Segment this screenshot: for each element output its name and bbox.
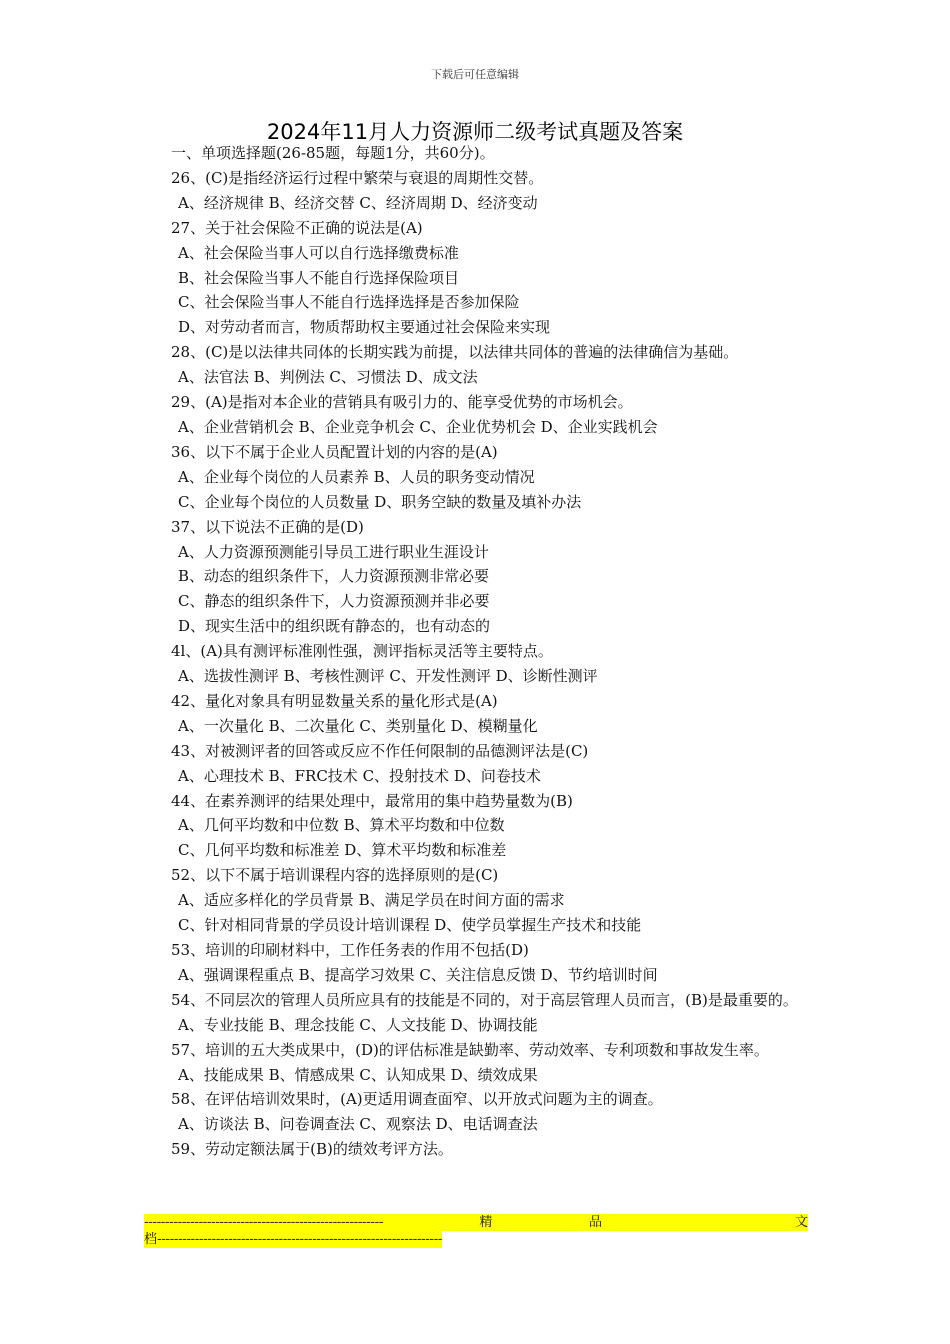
question-text: 36、以下不属于企业人员配置计划的内容的是(A) [171,442,498,461]
question-text: 43、对被测评者的回答或反应不作任何限制的品德测评法是(C) [171,741,589,760]
answer-options: C、社会保险当事人不能自行选择选择是否参加保险 [178,293,520,312]
footer-char: 品 [588,1215,602,1230]
answer-options: A、访谈法 B、问卷调查法 C、观察法 D、电话调查法 [178,1115,538,1134]
answer-options: A、适应多样化的学员背景 B、满足学员在时间方面的需求 [178,891,565,910]
question-text: 59、劳动定额法属于(B)的绩效考评方法。 [171,1140,453,1159]
footer-char: 精 [479,1215,493,1230]
page-footer [144,1214,808,1253]
question-text: 57、培训的五大类成果中，(D)的评估标准是缺勤率、劳动效率、专利项数和事故发生率。 [171,1040,769,1059]
answer-options: A、几何平均数和中位数 B、算术平均数和中位数 [178,816,505,835]
answer-options: C、企业每个岗位的人员数量 D、职务空缺的数量及填补办法 [178,492,582,511]
answer-options: D、对劳动者而言，物质帮助权主要通过社会保险来实现 [178,318,551,337]
question-text: 29、(A)是指对本企业的营销具有吸引力的、能享受优势的市场机会。 [171,393,633,412]
question-text: 52、以下不属于培训课程内容的选择原则的是(C) [171,866,499,885]
question-text: 53、培训的印刷材料中，工作任务表的作用不包括(D) [171,941,529,959]
footer-char: 档 [144,1232,158,1247]
page-header: 下载后可任意编辑 [431,68,519,81]
answer-options: A、技能成果 B、情感成果 C、认知成果 D、绩效成果 [178,1065,538,1084]
document-body [144,141,808,1162]
question-text: 一、单项选择题(26-85题，每题1分，共60分)。 [171,144,495,162]
question-text: 44、在素养测评的结果处理中，最常用的集中趋势量数为(B) [171,791,573,810]
answer-options: A、企业营销机会 B、企业竞争机会 C、企业优势机会 D、企业实践机会 [178,417,658,436]
footer-char: 文 [794,1215,808,1230]
answer-options: B、社会保险当事人不能自行选择保险项目 [178,268,460,287]
answer-options: B、动态的组织条件下，人力资源预测非常必要 [178,567,490,586]
question-text: 27、关于社会保险不正确的说法是(A) [171,218,423,237]
answer-options: A、社会保险当事人可以自行选择缴费标准 [178,243,459,262]
footer-banner [144,1214,808,1231]
question-text: 4l、(A)具有测评标准刚性强，测评指标灵活等主要特点。 [171,642,553,661]
answer-options: A、企业每个岗位的人员素养 B、人员的职务变动情况 [178,467,535,486]
footer-dashes: -------------------------------------------------------------------- [157,1232,442,1247]
answer-options: D、现实生活中的组织既有静态的，也有动态的 [178,617,491,636]
answer-options: A、经济规律 B、经济交替 C、经济周期 D、经济变动 [178,193,538,212]
question-text: 42、量化对象具有明显数量关系的量化形式是(A) [171,691,498,710]
question-text: 28、(C)是以法律共同体的长期实践为前提，以法律共同体的普遍的法律确信为基础。 [171,343,739,362]
question-text: 58、在评估培训效果时，(A)更适用调查面窄、以开放式问题为主的调查。 [171,1090,663,1109]
answer-options: A、强调课程重点 B、提高学习效果 C、关注信息反馈 D、节约培训时间 [178,965,658,984]
question-text: 37、以下说法不正确的是(D) [171,517,364,536]
answer-options: A、人力资源预测能引导员工进行职业生涯设计 [178,542,489,561]
answer-options: A、心理技术 B、FRC技术 C、投射技术 D、问卷技术 [178,766,541,785]
answer-options: A、专业技能 B、理念技能 C、人文技能 D、协调技能 [178,1015,538,1034]
question-text: 26、(C)是指经济运行过程中繁荣与衰退的周期性交替。 [171,168,544,187]
answer-options: A、选拔性测评 B、考核性测评 C、开发性测评 D、诊断性测评 [178,667,598,686]
answer-options: C、几何平均数和标准差 D、算术平均数和标准差 [178,841,507,860]
answer-options: A、法官法 B、判例法 C、习惯法 D、成文法 [178,368,478,387]
answer-options: C、针对相同背景的学员设计培训课程 D、使学员掌握生产技术和技能 [178,916,642,935]
answer-options: A、一次量化 B、二次量化 C、类别量化 D、模糊量化 [178,716,538,735]
answer-options: C、静态的组织条件下，人力资源预测并非必要 [178,592,490,611]
footer-banner-continued [144,1231,442,1248]
document-title: 2024年11月人力资源师二级考试真题及答案 [266,120,684,144]
footer-dashes: --------------------------------------------------------- [144,1215,383,1230]
question-text: 54、不同层次的管理人员所应具有的技能是不同的，对于高层管理人员而言，(B)是最重要的。 [171,990,798,1009]
